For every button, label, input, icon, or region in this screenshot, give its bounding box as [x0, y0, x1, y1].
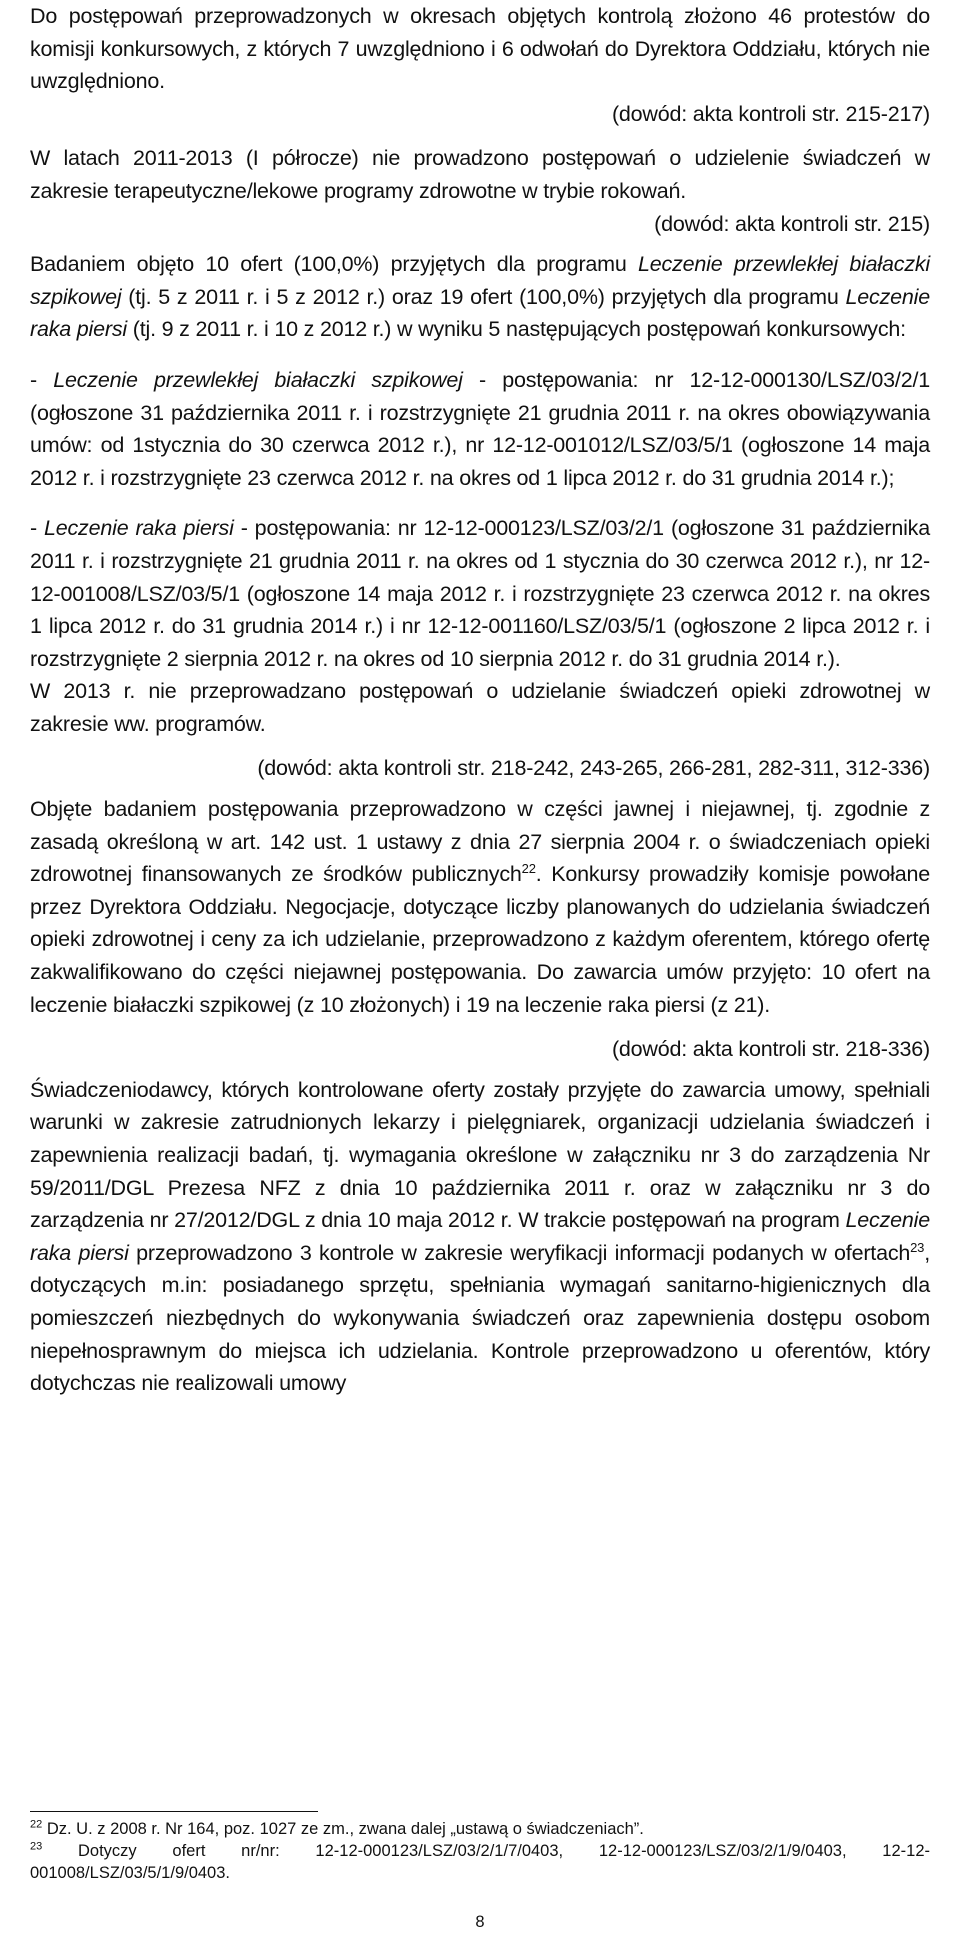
document-page [30, 0, 930, 1950]
evidence-citation: (dowód: akta kontroli str. 218-242, 243-265, 266-281, 282-311, 312-336) [257, 756, 930, 781]
footnote-ref: 23 [910, 1239, 925, 1255]
text-run: - postępowania: nr 12-12-000130/LSZ/03/2/1 (ogłoszone 31 października 2011 r. i rozstrzygnięte 21 grudnia 2011 r. na okres obowiązywania umów: od 1stycznia do 30 czerwca 2012 r.), nr 12-12-001012/LSZ/03/5/1 (ogłoszone 14 maja 2012 r. i rozstrzygnięte 23 czerwca 2012 r. na okres od 1 lipca 2012 r. do 31 grudnia 2014 r.); [30, 367, 930, 490]
page-number: 8 [475, 1913, 485, 1931]
main-text [30, 0, 930, 1400]
text-run: (tj. 5 z 2011 r. i 5 z 2012 r.) oraz 19 ofert (100,0%) przyjętych dla programu [121, 284, 846, 309]
text-run: Świadczeniodawcy, których kontrolowane oferty zostały przyjęte do zawarcia umowy, spełniali warunki w zakresie zatrudnionych lekarzy i pielęgniarek, organizacji udzielania świadczeń i zapewnienia realizacji badań, tj. wymagania określone w załączniku nr 3 do zarządzenia Nr 59/2011/DGL Prezesa NFZ z dnia 10 października 2011 r. oraz w załączniku nr 3 do zarządzenia nr 27/2012/DGL z dnia 10 maja 2012 r. W trakcie postępowań na program [30, 1077, 930, 1233]
footnote-22 [30, 1818, 930, 1840]
evidence-citation: (dowód: akta kontroli str. 215-217) [611, 101, 930, 126]
paragraph-negotiations-2011-2013: W latach 2011-2013 (I półrocze) nie prowadzono postępowań o udzielenie świadczeń w zakresie terapeutyczne/lekowe programy zdrowotne w trybie rokowań. [30, 146, 930, 203]
list-item-leukemia-program [30, 364, 930, 494]
footnote-ref: 22 [521, 861, 536, 877]
text-run: - postępowania: nr 12-12-000123/LSZ/03/2/1 (ogłoszone 31 października 2011 r. i rozstrzygnięte 21 grudnia 2011 r. na okres od 1 stycznia do 30 czerwca 2012 r.), nr 12-12-001008/LSZ/03/5/1 (ogłoszone 14 maja 2012 r. i rozstrzygnięte 23 czerwca 2012 r. na okres 1 lipca 2012 r. do 31 grudnia 2014 r.) i nr 12-12-001160/LSZ/03/5/1 (ogłoszone 2 lipca 2012 r. i rozstrzygnięte 2 sierpnia 2012 r. na okres od 10 sierpnia 2012 r. do 31 grudnia 2014 r.). [30, 516, 930, 671]
text-run: przeprowadzono 3 kontrole w zakresie weryfikacji informacji podanych w ofertach [128, 1240, 911, 1265]
evidence-citation: (dowód: akta kontroli str. 218-336) [611, 1037, 930, 1062]
footnote-text: Dz. U. z 2008 r. Nr 164, poz. 1027 ze zm., zwana dalej „ustawą o świadczeniach”. [42, 1820, 644, 1838]
text-run: , dotyczących m.in: posiadanego sprzętu, spełniania wymagań sanitarno-higienicznych dla pomieszczeń niezbędnych do wykonywania świadczeń oraz zapewnienia dostępu osobom niepełnosprawnym do miejsca ich udzielania. Kontrole przeprowadzono u oferentów, który dotychczas nie realizowali umowy [30, 1240, 930, 1396]
text-run: Badaniem objęto 10 ofert (100,0%) przyjętych dla programu [30, 252, 638, 277]
footnotes [30, 1818, 930, 1884]
program-name-italic: Leczenie raka piersi [30, 284, 930, 342]
paragraph-2013: W 2013 r. nie przeprowadzano postępowań o udzielanie świadczeń opieki zdrowotnej w zakresie ww. programów. [30, 679, 930, 736]
text-run: . Konkursy prowadziły komisje powołane przez Dyrektora Oddziału. Negocjacje, dotyczące liczby planowanych do udzielania świadczeń opieki zdrowotnej i ceny za ich udzielanie, przeprowadzono z każdym oferentem, którego ofertę zakwalifikowano do części niejawnej postępowania. Do zawarcia umów przyjęto: 10 ofert na leczenie białaczki szpikowej (z 10 złożonych) i 19 na leczenie raka piersi (z 21). [30, 862, 930, 1017]
footnote-text: Dotyczy ofert nr/nr: 12-12-000123/LSZ/03/2/1/7/0403, 12-12-000123/LSZ/03/2/1/9/0403, 12-12-001008/LSZ/03/5/1/9/0403. [30, 1842, 930, 1882]
program-name-italic: Leczenie raka piersi [43, 516, 234, 541]
text-run: - [30, 367, 54, 392]
footnote-number: 22 [30, 1818, 43, 1831]
program-name-italic: Leczenie przewlekłej białaczki szpikowej [53, 367, 463, 392]
evidence-citation: (dowód: akta kontroli str. 215) [654, 211, 930, 236]
program-name-italic: Leczenie przewlekłej białaczki szpikowej [30, 252, 930, 309]
footnote-number: 23 [30, 1840, 43, 1853]
paragraph-providers-requirements [30, 1074, 930, 1400]
paragraph-offers-examined [30, 248, 930, 346]
list-item-breast-cancer-program [30, 512, 930, 675]
program-name-italic: Leczenie raka piersi [30, 1208, 930, 1265]
footnote-separator [30, 1811, 318, 1812]
paragraph-protests: Do postępowań przeprowadzonych w okresach objętych kontrolą złożono 46 protestów do komisji konkursowych, z których 7 uwzględniono i 6 odwołań do Dyrektora Oddziału, których nie uwzględniono. [30, 4, 930, 94]
paragraph-procedure-parts [30, 793, 930, 1021]
text-run: (tj. 9 z 2011 r. i 10 z 2012 r.) w wyniku 5 następujących postępowań konkursowych: [126, 317, 906, 342]
text-run: - [30, 516, 44, 541]
footnote-23 [30, 1840, 930, 1884]
text-run: Objęte badaniem postępowania przeprowadzono w części jawnej i niejawnej, tj. zgodnie z zasadą określoną w art. 142 ust. 1 ustawy z dnia 27 sierpnia 2004 r. o świadczeniach opieki zdrowotnej finansowanych ze środków publicznych [30, 797, 930, 887]
